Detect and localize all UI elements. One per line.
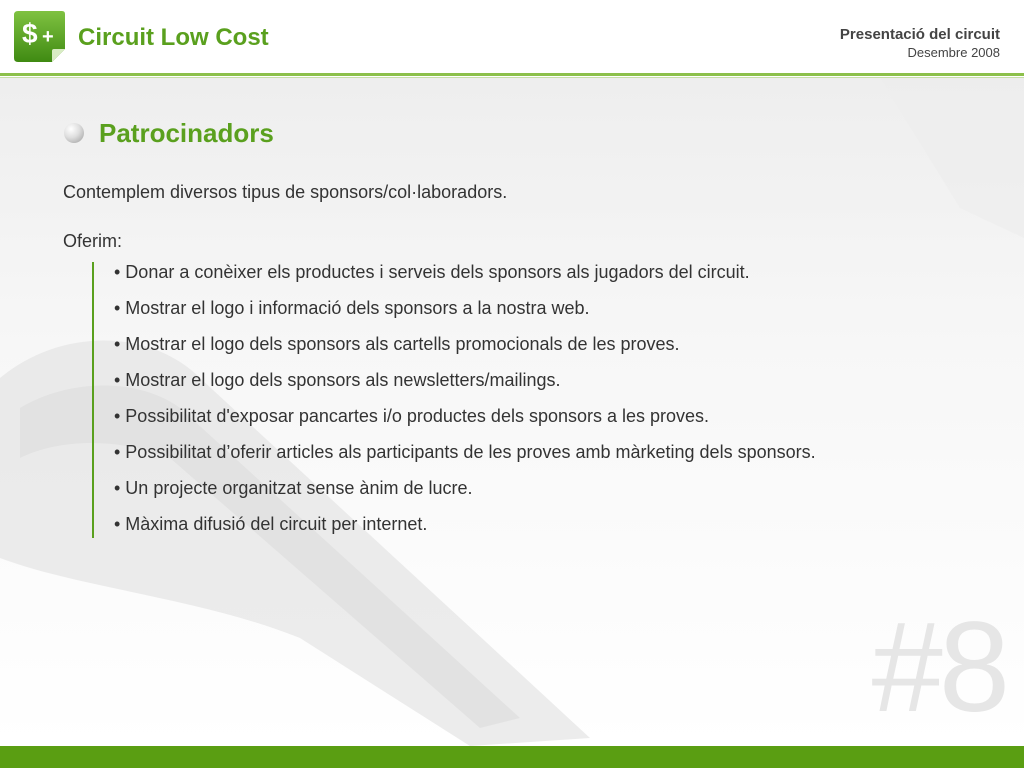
header-divider bbox=[0, 73, 1024, 76]
footer-bar bbox=[0, 746, 1024, 768]
offer-item: • Mostrar el logo dels sponsors als cartells promocionals de les proves. bbox=[114, 334, 680, 354]
offer-list-accent-bar bbox=[92, 262, 94, 538]
brand-title: Circuit Low Cost bbox=[78, 24, 269, 51]
section-title: Patrocinadors bbox=[99, 118, 274, 148]
offer-item: • Donar a conèixer els productes i serveis dels sponsors als jugadors del circuit. bbox=[114, 262, 750, 282]
slide-number: #8 bbox=[871, 596, 1006, 739]
header-divider-light bbox=[0, 77, 1024, 78]
offer-list bbox=[114, 262, 816, 550]
presentation-title: Presentació del circuit bbox=[839, 26, 1000, 43]
header bbox=[0, 0, 1024, 76]
offer-label: Oferim: bbox=[63, 231, 123, 251]
svg-text:+: + bbox=[42, 26, 54, 48]
offer-item: • Màxima difusió del circuit per internet. bbox=[114, 514, 428, 534]
offer-item: • Mostrar el logo dels sponsors als newsletters/mailings. bbox=[114, 370, 561, 390]
intro-text: Contemplem diversos tipus de sponsors/col·laboradors. bbox=[63, 182, 508, 202]
offer-item: • Mostrar el logo i informació dels sponsors a la nostra web. bbox=[114, 298, 590, 318]
offer-item: • Un projecte organitzat sense ànim de lucre. bbox=[114, 478, 473, 498]
dollar-plus-logo-icon bbox=[12, 9, 66, 63]
offer-item: • Possibilitat d’oferir articles als participants de les proves amb màrketing dels sponsors. bbox=[114, 442, 816, 462]
offer-item: • Possibilitat d'exposar pancartes i/o productes dels sponsors a les proves. bbox=[114, 406, 710, 426]
sphere-bullet-icon bbox=[64, 123, 84, 143]
svg-text:$: $ bbox=[22, 18, 38, 49]
presentation-date: Desembre 2008 bbox=[907, 45, 1000, 60]
header-meta bbox=[840, 26, 1000, 60]
